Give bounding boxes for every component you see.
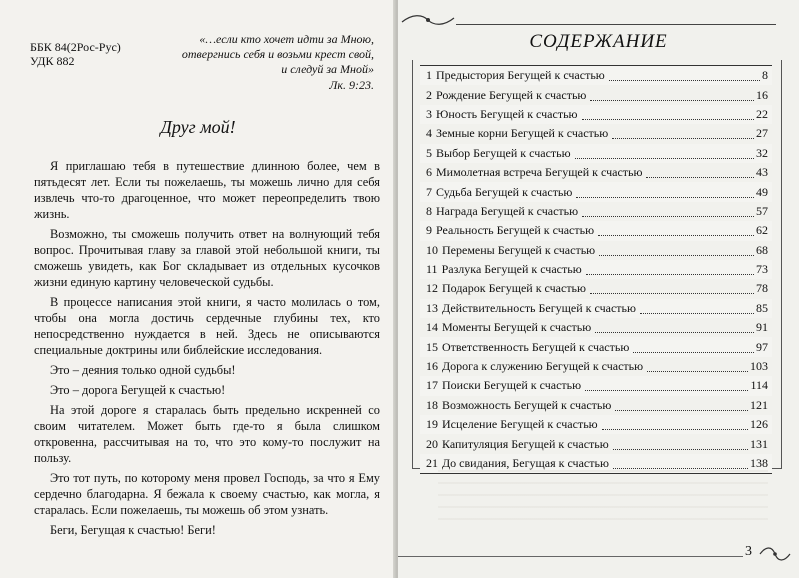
toc-entry (420, 202, 772, 221)
body-text (34, 158, 380, 542)
paragraph: Беги, Бегущая к счастью! Беги! (50, 523, 216, 537)
toc-leader-dots (615, 400, 748, 411)
toc-entry-number: 16 (426, 359, 438, 374)
toc-entry (420, 66, 772, 85)
toc-entry-number: 12 (426, 281, 438, 296)
toc-entry-number: 2 (426, 87, 432, 102)
toc-entry-title: Моменты Бегущей к счастью (442, 320, 592, 335)
toc-entry (420, 299, 772, 318)
toc-entry-label (426, 262, 582, 277)
toc-entry-number: 5 (426, 145, 432, 160)
toc-entry-label (426, 378, 581, 393)
toc-leader-dots (613, 439, 748, 450)
epigraph-reference: Лк. 9:23. (329, 78, 374, 92)
toc-entry-page: 73 (756, 262, 768, 277)
toc-entry-title: Исцеление Бегущей к счастью (442, 417, 598, 432)
toc-entry (420, 85, 772, 104)
toc-title: СОДЕРЖАНИЕ (529, 31, 668, 52)
toc-entry-number: 1 (426, 68, 432, 83)
flourish-icon (758, 544, 792, 564)
toc-entry-page: 97 (756, 339, 768, 354)
toc-entry (420, 279, 772, 298)
toc-entry-number: 20 (426, 436, 438, 451)
toc-entry-title: Дорога к служению Бегущей к счастью (442, 359, 644, 374)
toc-entry (420, 396, 772, 415)
toc-entry-page: 49 (756, 184, 768, 199)
toc-entry-page: 22 (756, 106, 768, 121)
toc-entry-page: 131 (750, 436, 768, 451)
toc-entry-title: Возможность Бегущей к счастью (442, 397, 612, 412)
epigraph-line: отвергнись себя и возьми крест свой, (181, 47, 374, 61)
right-page (398, 0, 799, 578)
toc-leader-dots (586, 264, 754, 275)
toc-entry-title: Подарок Бегущей к счастью (442, 281, 586, 296)
toc-entry-title: Судьба Бегущей к счастью (436, 184, 573, 199)
toc-entry-page: 114 (750, 378, 768, 393)
toc-entry-page: 57 (756, 203, 768, 218)
toc-entry-label (426, 281, 586, 296)
toc-entry-number: 4 (426, 126, 432, 141)
epigraph-line: «…если кто хочет идти за Мною, (199, 32, 374, 46)
toc-entry-page: 16 (756, 87, 768, 102)
toc-entry-number: 21 (426, 456, 438, 470)
toc-entry (420, 124, 772, 143)
toc-entry-number: 13 (426, 300, 438, 315)
toc-entry-title: Ответственность Бегущей к счастью (442, 339, 630, 354)
toc-entry-label (426, 165, 642, 180)
toc-entry-title: Разлука Бегущей к счастью (441, 262, 582, 277)
faint-background-text (438, 470, 768, 530)
toc-entry-label (426, 204, 578, 219)
flourish-icon (398, 10, 458, 30)
toc-entry-title: Действительность Бегущей к счастью (442, 300, 636, 315)
toc-entry-page: 78 (756, 281, 768, 296)
toc-entry-page: 43 (756, 165, 768, 180)
toc-leader-dots (602, 419, 748, 430)
toc-entry-title: Предыстория Бегущей к счастью (436, 68, 605, 83)
toc-entry-number: 9 (426, 223, 432, 238)
toc-leader-dots (609, 70, 760, 81)
page-number: 3 (745, 544, 752, 559)
toc-entry-page: 126 (750, 417, 768, 432)
toc-entry-label (426, 126, 608, 141)
toc-entry-label (426, 146, 571, 161)
paragraph: Возможно, ты сможешь получить ответ на волнующий тебя вопрос. Прочитывая главу за главой этой небольшой книги, ты сможешь увидеть, как Бог складывает из отдельных кусочков жизни единую картину человеческой судьбы. (34, 227, 380, 289)
table-of-contents (420, 65, 772, 474)
toc-entry-label (426, 185, 572, 200)
toc-entry-page: 8 (762, 68, 768, 83)
toc-leader-dots (646, 167, 754, 178)
toc-entry-title: Выбор Бегущей к счастью (436, 145, 571, 160)
toc-entry-label (426, 223, 594, 238)
toc-leader-dots (647, 361, 748, 372)
epigraph (124, 32, 374, 77)
toc-leader-dots (582, 109, 754, 120)
toc-leader-dots (576, 187, 754, 198)
toc-entry-number: 7 (426, 184, 432, 199)
toc-entry (420, 163, 772, 182)
toc-entry (420, 182, 772, 201)
toc-entry-page: 68 (756, 242, 768, 257)
toc-entry-number: 10 (426, 242, 438, 257)
toc-entry (420, 241, 772, 260)
footer-rule (398, 556, 743, 557)
toc-entry-number: 19 (426, 417, 438, 432)
toc-entry (420, 318, 772, 337)
toc-entry-title: Реальность Бегущей к счастью (436, 223, 595, 238)
toc-entry-number: 15 (426, 339, 438, 354)
toc-entry-page: 32 (756, 145, 768, 160)
toc-entry-label (426, 437, 609, 452)
toc-entry-number: 8 (426, 203, 432, 218)
toc-entry-label (426, 340, 629, 355)
toc-entry (420, 357, 772, 376)
toc-entry-label (426, 301, 636, 316)
toc-entry (420, 221, 772, 240)
toc-entry-number: 3 (426, 106, 432, 121)
page-title: Друг мой! (160, 117, 236, 137)
toc-entry (420, 105, 772, 124)
toc-entry-page: 62 (756, 223, 768, 238)
toc-entry-label (426, 243, 595, 258)
epigraph-line: и следуй за Мной» (281, 62, 374, 76)
toc-entry-title: Награда Бегущей к счастью (436, 203, 579, 218)
toc-entry-number: 17 (426, 378, 438, 393)
toc-entry (420, 415, 772, 434)
paragraph: Это – деяния только одной судьбы! (50, 363, 236, 377)
toc-entry-label (426, 320, 591, 335)
toc-leader-dots (613, 458, 748, 469)
toc-entry (420, 144, 772, 163)
library-codes (30, 40, 121, 68)
toc-entry-label (426, 398, 611, 413)
toc-entry-number: 11 (426, 262, 438, 277)
toc-entry-page: 103 (750, 359, 768, 374)
toc-entry-label (426, 417, 598, 432)
udk-code: УДК 882 (30, 54, 75, 68)
toc-leader-dots (598, 225, 754, 236)
toc-leader-dots (585, 380, 748, 391)
paragraph: Это – дорога Бегущей к счастью! (50, 383, 226, 397)
toc-entry-label (426, 456, 609, 471)
toc-entry-page: 138 (750, 456, 768, 470)
toc-entry-page: 121 (750, 397, 768, 412)
toc-entry-label (426, 88, 586, 103)
toc-entry-title: Мимолетная встреча Бегущей к счастью (436, 165, 643, 180)
toc-leader-dots (575, 148, 754, 159)
toc-leader-dots (582, 206, 754, 217)
toc-entry (420, 376, 772, 395)
toc-entry-label (426, 359, 643, 374)
paragraph: На этой дороге я старалась быть предельно искренней со своим читателем. Может быть где-то я была слишком откровенна, рассчитывая на то, что это кому-то послужит на пользу. (34, 403, 380, 465)
toc-entry (420, 260, 772, 279)
toc-entry-title: Перемены Бегущей к счастью (442, 242, 596, 257)
toc-leader-dots (612, 128, 754, 139)
toc-entry-number: 14 (426, 320, 438, 335)
toc-entry-title: Юность Бегущей к счастью (436, 106, 578, 121)
paragraph: В процессе написания этой книги, я часто молилась о том, чтобы она могла достичь сердечные глубины тех, кто непосредственно нуждается в ней. Здесь не описываются специальные доктрины или библейские исследования. (34, 295, 380, 357)
toc-entry-label (426, 68, 605, 83)
toc-entry-page: 91 (756, 320, 768, 335)
paragraph: Это тот путь, по которому меня провел Господь, за что я Ему сердечно благодарна. Я бежала к своему счастью, как могла, я старалась. Если пожелаешь, ты можешь об этом узнать. (34, 471, 380, 517)
toc-entry-title: Рождение Бегущей к счастью (436, 87, 587, 102)
toc-leader-dots (599, 245, 754, 256)
toc-entry (420, 337, 772, 356)
toc-entry-number: 6 (426, 165, 432, 180)
bbk-code: ББК 84(2Рос-Рус) (30, 40, 121, 54)
toc-entry-label (426, 107, 578, 122)
toc-leader-dots (640, 303, 754, 314)
toc-entry-title: Земные корни Бегущей к счастью (436, 126, 609, 141)
left-page (0, 0, 396, 578)
toc-entry (420, 434, 772, 453)
toc-leader-dots (633, 342, 754, 353)
header-rule (456, 24, 776, 25)
toc-entry-page: 27 (756, 126, 768, 141)
paragraph: Я приглашаю тебя в путешествие длинною более, чем в пятьдесят лет. Если ты пожелаешь, ты можешь лично для себя извлечь что-то драгоценное, что может переопределить твою жизнь. (34, 159, 380, 221)
toc-entry-number: 18 (426, 397, 438, 412)
toc-entry-page: 85 (756, 300, 768, 315)
toc-entry-title: До свидания, Бегущая к счастью (442, 456, 609, 470)
toc-leader-dots (590, 283, 754, 294)
toc-leader-dots (595, 322, 754, 333)
toc-leader-dots (590, 90, 754, 101)
toc-entry-title: Поиски Бегущей к счастью (442, 378, 582, 393)
toc-entry-title: Капитуляция Бегущей к счастью (442, 436, 609, 451)
